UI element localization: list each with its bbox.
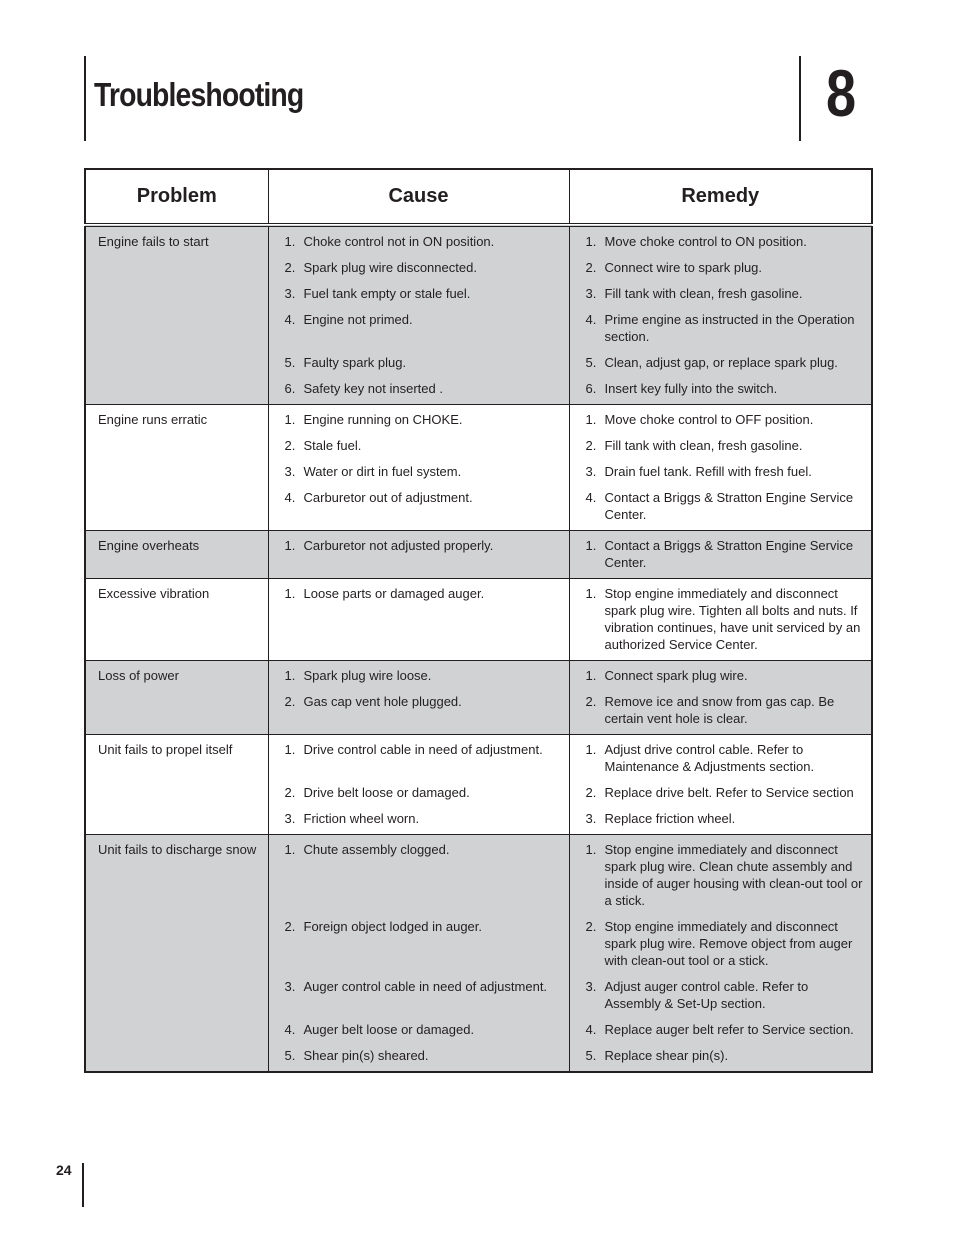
remedy-item-text: Stop engine immediately and disconnect spark plug wire. Remove object from auger with clean-out tool or a stick. xyxy=(604,919,853,968)
cause-list xyxy=(281,411,563,523)
cause-item-text: Fuel tank empty or stale fuel. xyxy=(303,286,471,301)
remedy-item-text: Connect spark plug wire. xyxy=(604,668,748,683)
remedy-list xyxy=(582,537,866,571)
remedy-item xyxy=(582,311,866,345)
cause-item-number: 1. xyxy=(284,586,296,601)
remedy-item-number: 6. xyxy=(585,381,597,396)
remedy-item xyxy=(582,918,866,969)
cause-item-text: Drive belt loose or damaged. xyxy=(303,785,470,800)
remedy-item-number: 2. xyxy=(585,785,597,800)
remedy-item xyxy=(582,1021,866,1038)
cause-item xyxy=(281,354,563,371)
remedy-cell xyxy=(569,531,872,579)
remedy-item-text: Stop engine immediately and disconnect spark plug wire. Clean chute assembly and inside of auger housing with clean-out tool or a stick. xyxy=(604,842,863,908)
cause-item-text: Stale fuel. xyxy=(303,438,362,453)
cause-list xyxy=(281,667,563,727)
table-row xyxy=(85,225,872,405)
remedy-item-number: 2. xyxy=(585,260,597,275)
cause-item-number: 1. xyxy=(284,668,296,683)
cause-item-number: 4. xyxy=(284,312,296,327)
cause-item-text: Carburetor not adjusted properly. xyxy=(303,538,494,553)
cause-item-number: 2. xyxy=(284,694,296,709)
chapter-number: 8 xyxy=(826,56,857,130)
cause-item xyxy=(281,411,563,428)
remedy-item-number: 1. xyxy=(585,742,597,757)
remedy-list xyxy=(582,741,866,827)
cause-list xyxy=(281,537,563,571)
remedy-item xyxy=(582,380,866,397)
table-row xyxy=(85,405,872,531)
cause-cell xyxy=(268,225,569,405)
page-number: 24 xyxy=(56,1162,72,1178)
cause-item-number: 3. xyxy=(284,286,296,301)
problem-cell: Unit fails to propel itself xyxy=(85,735,268,835)
remedy-item-text: Adjust drive control cable. Refer to Maintenance & Adjustments section. xyxy=(604,742,815,774)
cause-cell xyxy=(268,835,569,1073)
remedy-item-text: Move choke control to OFF position. xyxy=(604,412,814,427)
remedy-item-number: 2. xyxy=(585,694,597,709)
cause-item-number: 3. xyxy=(284,464,296,479)
remedy-item-number: 2. xyxy=(585,919,597,934)
cause-item-number: 2. xyxy=(284,438,296,453)
cause-item xyxy=(281,259,563,276)
cause-item xyxy=(281,667,563,684)
remedy-item-text: Replace drive belt. Refer to Service section xyxy=(604,785,854,800)
remedy-item-text: Replace friction wheel. xyxy=(604,811,736,826)
cause-item-number: 6. xyxy=(284,381,296,396)
remedy-item-text: Fill tank with clean, fresh gasoline. xyxy=(604,286,803,301)
cause-item xyxy=(281,285,563,302)
remedy-item-number: 1. xyxy=(585,412,597,427)
remedy-item-number: 1. xyxy=(585,668,597,683)
cause-cell xyxy=(268,405,569,531)
remedy-cell xyxy=(569,735,872,835)
header-remedy: Remedy xyxy=(569,169,872,225)
remedy-cell xyxy=(569,405,872,531)
remedy-item-text: Prime engine as instructed in the Operation section. xyxy=(604,312,855,344)
remedy-item-text: Replace shear pin(s). xyxy=(604,1048,729,1063)
cause-item-number: 2. xyxy=(284,260,296,275)
cause-item-text: Carburetor out of adjustment. xyxy=(303,490,473,505)
table-row xyxy=(85,735,872,835)
cause-list xyxy=(281,585,563,653)
remedy-item xyxy=(582,784,866,801)
footer-rule xyxy=(82,1163,84,1207)
problem-cell: Unit fails to discharge snow xyxy=(85,835,268,1073)
remedy-item xyxy=(582,1047,866,1064)
remedy-item-text: Connect wire to spark plug. xyxy=(604,260,763,275)
remedy-item-number: 4. xyxy=(585,490,597,505)
table-row xyxy=(85,579,872,661)
remedy-item-text: Drain fuel tank. Refill with fresh fuel. xyxy=(604,464,812,479)
cause-item-number: 1. xyxy=(284,538,296,553)
cause-item-number: 5. xyxy=(284,1048,296,1063)
remedy-item-number: 3. xyxy=(585,286,597,301)
table-header-row xyxy=(85,169,872,225)
cause-item xyxy=(281,810,563,827)
cause-item xyxy=(281,784,563,801)
cause-item-text: Spark plug wire disconnected. xyxy=(303,260,477,275)
cause-item-text: Loose parts or damaged auger. xyxy=(303,586,485,601)
cause-item xyxy=(281,233,563,250)
cause-cell xyxy=(268,735,569,835)
cause-item-text: Chute assembly clogged. xyxy=(303,842,450,857)
cause-item xyxy=(281,693,563,727)
cause-item-text: Engine running on CHOKE. xyxy=(303,412,463,427)
remedy-item-text: Contact a Briggs & Stratton Engine Service Center. xyxy=(604,538,854,570)
cause-item-number: 4. xyxy=(284,490,296,505)
remedy-cell xyxy=(569,661,872,735)
cause-item-number: 3. xyxy=(284,979,296,994)
remedy-item-number: 4. xyxy=(585,312,597,327)
remedy-item xyxy=(582,233,866,250)
remedy-item-text: Insert key fully into the switch. xyxy=(604,381,778,396)
cause-item-text: Auger control cable in need of adjustment. xyxy=(303,979,548,994)
cause-item-text: Gas cap vent hole plugged. xyxy=(303,694,462,709)
problem-cell: Loss of power xyxy=(85,661,268,735)
cause-item-text: Safety key not inserted . xyxy=(303,381,443,396)
cause-item xyxy=(281,1047,563,1064)
cause-cell xyxy=(268,579,569,661)
cause-item xyxy=(281,489,563,523)
troubleshooting-table xyxy=(84,168,873,1073)
cause-item xyxy=(281,918,563,969)
remedy-item xyxy=(582,285,866,302)
header-problem: Problem xyxy=(85,169,268,225)
remedy-list xyxy=(582,667,866,727)
cause-item-text: Faulty spark plug. xyxy=(303,355,407,370)
remedy-item-text: Clean, adjust gap, or replace spark plug. xyxy=(604,355,838,370)
cause-item-number: 1. xyxy=(284,742,296,757)
cause-item-text: Drive control cable in need of adjustment. xyxy=(303,742,543,757)
remedy-item xyxy=(582,667,866,684)
table-row xyxy=(85,661,872,735)
remedy-item xyxy=(582,841,866,909)
table-row xyxy=(85,531,872,579)
cause-item xyxy=(281,741,563,775)
remedy-cell xyxy=(569,835,872,1073)
problem-cell: Engine fails to start xyxy=(85,225,268,405)
remedy-cell xyxy=(569,579,872,661)
cause-item xyxy=(281,841,563,909)
remedy-list xyxy=(582,411,866,523)
remedy-item-text: Move choke control to ON position. xyxy=(604,234,807,249)
cause-item xyxy=(281,463,563,480)
table-body xyxy=(85,225,872,1072)
remedy-item-number: 1. xyxy=(585,234,597,249)
header-cause: Cause xyxy=(268,169,569,225)
remedy-item-number: 4. xyxy=(585,1022,597,1037)
cause-item-text: Engine not primed. xyxy=(303,312,413,327)
remedy-item-text: Stop engine immediately and disconnect spark plug wire. Tighten all bolts and nuts. If vibration continues, have unit serviced by an authorized Service Center. xyxy=(604,586,861,652)
cause-item-text: Auger belt loose or damaged. xyxy=(303,1022,475,1037)
remedy-item-number: 3. xyxy=(585,464,597,479)
remedy-item xyxy=(582,585,866,653)
cause-item-number: 1. xyxy=(284,842,296,857)
cause-item-number: 3. xyxy=(284,811,296,826)
cause-item-number: 1. xyxy=(284,412,296,427)
cause-item-text: Spark plug wire loose. xyxy=(303,668,432,683)
cause-list xyxy=(281,233,563,397)
remedy-item xyxy=(582,463,866,480)
table-row xyxy=(85,835,872,1073)
cause-list xyxy=(281,741,563,827)
remedy-item xyxy=(582,489,866,523)
cause-list xyxy=(281,841,563,1064)
cause-item xyxy=(281,437,563,454)
remedy-item xyxy=(582,537,866,571)
cause-item-text: Water or dirt in fuel system. xyxy=(303,464,462,479)
remedy-item xyxy=(582,259,866,276)
remedy-item-text: Replace auger belt refer to Service section. xyxy=(604,1022,854,1037)
remedy-item-number: 3. xyxy=(585,979,597,994)
remedy-item xyxy=(582,437,866,454)
remedy-item xyxy=(582,810,866,827)
cause-item xyxy=(281,380,563,397)
cause-item xyxy=(281,585,563,653)
remedy-list xyxy=(582,841,866,1064)
remedy-item-number: 1. xyxy=(585,586,597,601)
cause-item-text: Friction wheel worn. xyxy=(303,811,420,826)
remedy-item-number: 3. xyxy=(585,811,597,826)
cause-item xyxy=(281,537,563,571)
cause-item-number: 2. xyxy=(284,785,296,800)
remedy-item-text: Adjust auger control cable. Refer to Assembly & Set-Up section. xyxy=(604,979,809,1011)
remedy-item xyxy=(582,978,866,1012)
remedy-item-number: 1. xyxy=(585,842,597,857)
remedy-item-text: Contact a Briggs & Stratton Engine Service Center. xyxy=(604,490,854,522)
problem-cell: Excessive vibration xyxy=(85,579,268,661)
cause-item xyxy=(281,311,563,345)
remedy-item-number: 1. xyxy=(585,538,597,553)
problem-cell: Engine overheats xyxy=(85,531,268,579)
remedy-list xyxy=(582,233,866,397)
cause-cell xyxy=(268,661,569,735)
cause-item-text: Foreign object lodged in auger. xyxy=(303,919,483,934)
remedy-item xyxy=(582,693,866,727)
remedy-item-text: Fill tank with clean, fresh gasoline. xyxy=(604,438,803,453)
remedy-item-text: Remove ice and snow from gas cap. Be certain vent hole is clear. xyxy=(604,694,835,726)
remedy-cell xyxy=(569,225,872,405)
cause-item xyxy=(281,978,563,1012)
cause-cell xyxy=(268,531,569,579)
cause-item-number: 2. xyxy=(284,919,296,934)
remedy-item xyxy=(582,741,866,775)
cause-item-number: 4. xyxy=(284,1022,296,1037)
remedy-item-number: 2. xyxy=(585,438,597,453)
chapter-left-rule xyxy=(799,56,801,141)
cause-item-number: 5. xyxy=(284,355,296,370)
cause-item-text: Shear pin(s) sheared. xyxy=(303,1048,429,1063)
cause-item xyxy=(281,1021,563,1038)
page-title: Troubleshooting xyxy=(94,76,304,113)
problem-cell: Engine runs erratic xyxy=(85,405,268,531)
remedy-item xyxy=(582,411,866,428)
remedy-list xyxy=(582,585,866,653)
remedy-item xyxy=(582,354,866,371)
title-left-rule xyxy=(84,56,86,141)
cause-item-number: 1. xyxy=(284,234,296,249)
cause-item-text: Choke control not in ON position. xyxy=(303,234,495,249)
remedy-item-number: 5. xyxy=(585,355,597,370)
remedy-item-number: 5. xyxy=(585,1048,597,1063)
